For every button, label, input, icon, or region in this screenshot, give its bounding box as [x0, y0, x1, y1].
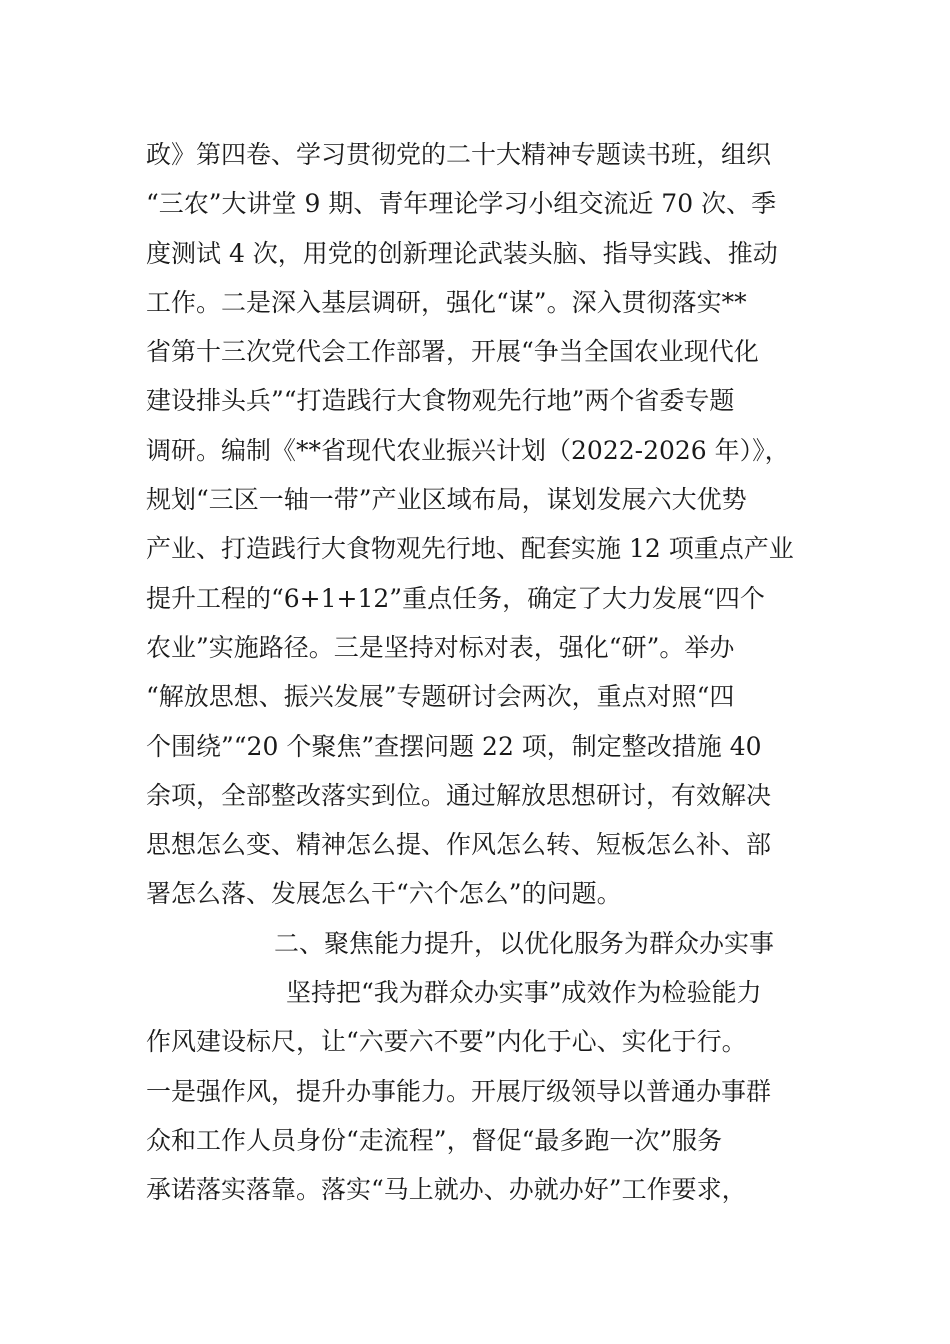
- section-heading: 二、聚焦能力提升，以优化服务为群众办实事: [274, 928, 775, 958]
- paragraph-line: 余项，全部整改落实到位。通过解放思想研讨，有效解决: [146, 780, 772, 810]
- paragraph-line: 度测试 4 次，用党的创新理论武装头脑、指导实践、推动: [146, 238, 778, 268]
- paragraph-line: 作风建设标尺，让“六要六不要”内化于心、实化于行。: [146, 1027, 747, 1057]
- document-body: [146, 130, 826, 1215]
- paragraph-line: 工作。二是深入基层调研，强化“谋”。深入贯彻落实**: [146, 287, 747, 317]
- paragraph-line: 省第十三次党代会工作部署，开展“争当全国农业现代化: [146, 337, 759, 367]
- paragraph-line: 一是强作风，提升办事能力。开展厅级领导以普通办事群: [146, 1076, 772, 1106]
- paragraph-line: 农业”实施路径。三是坚持对标对表，强化“研”。举办: [146, 632, 735, 662]
- paragraph-line: 提升工程的“6+1+12”重点任务，确定了大力发展“四个: [146, 583, 765, 613]
- paragraph-line: 政》第四卷、学习贯彻党的二十大精神专题读书班，组织: [146, 140, 772, 169]
- paragraph-line: 产业、打造践行大食物观先行地、配套实施 12 项重点产业: [146, 534, 794, 564]
- paragraph-line: 署怎么落、发展怎么干“六个怎么”的问题。: [146, 879, 622, 909]
- paragraph-line: 众和工作人员身份“走流程”，督促“最多跑一次”服务: [146, 1125, 723, 1155]
- paragraph-line: 调研。编制《**省现代农业振兴计划（2022-2026 年）》，: [146, 435, 790, 465]
- paragraph-line: 思想怎么变、精神怎么提、作风怎么转、短板怎么补、部: [146, 830, 772, 860]
- paragraph-line: 规划“三区一轴一带”产业区域布局，谋划发展六大优势: [146, 485, 747, 515]
- paragraph-line: “三农”大讲堂 9 期、青年理论学习小组交流近 70 次、季: [146, 189, 777, 219]
- paragraph-line: 个围绕”“20 个聚焦”查摆问题 22 项，制定整改措施 40: [146, 731, 762, 761]
- paragraph-line: 建设排头兵”“打造践行大食物观先行地”两个省委专题: [146, 386, 735, 416]
- paragraph-line: 坚持把“我为群众办实事”成效作为检验能力: [286, 978, 762, 1008]
- paragraph-line: 承诺落实落靠。落实“马上就办、办就办好”工作要求，: [146, 1175, 747, 1205]
- paragraph-line: “解放思想、振兴发展”专题研讨会两次，重点对照“四: [146, 682, 735, 712]
